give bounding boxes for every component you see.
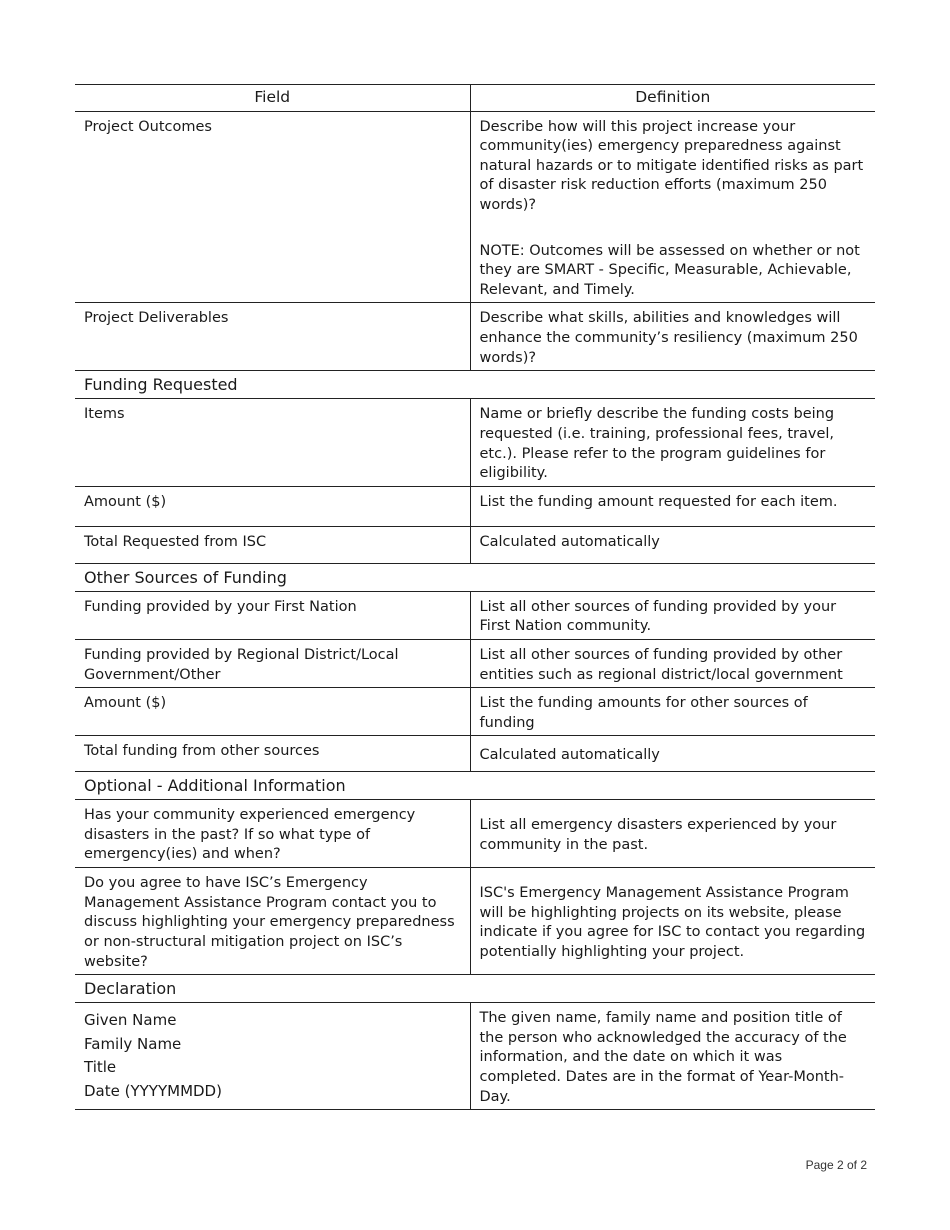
definition-cell: List the funding amount requested for each item.	[470, 486, 875, 526]
field-cell: Total Requested from ISC	[75, 526, 470, 563]
field-cell: Total funding from other sources	[75, 736, 470, 772]
field-cell: Amount ($)	[75, 688, 470, 736]
declaration-fields-cell	[75, 1003, 470, 1110]
definition-cell: Describe what skills, abilities and knowledges will enhance the community’s resiliency (maximum 250 words)?	[470, 303, 875, 371]
table-row	[75, 1003, 875, 1110]
declaration-field-date: Date (YYYYMMDD)	[84, 1081, 222, 1100]
table-row	[75, 303, 875, 371]
definition-text: Describe how will this project increase your community(ies) emergency preparedness against natural hazards or to mitigate identified risks as part of disaster risk reduction efforts (maximum 250 words)?	[479, 118, 864, 213]
definition-cell: List the funding amounts for other sources of funding	[470, 688, 875, 736]
section-row	[75, 563, 875, 591]
section-heading: Funding Requested	[75, 371, 875, 399]
field-definition-table	[75, 84, 875, 1110]
table-row	[75, 526, 875, 563]
section-heading: Declaration	[75, 975, 875, 1003]
definition-column-header: Definition	[470, 85, 875, 112]
declaration-field-given-name: Given Name	[84, 1011, 177, 1030]
field-cell: Items	[75, 399, 470, 486]
definition-cell: ISC's Emergency Management Assistance Program will be highlighting projects on its website, please indicate if you agree for ISC to contact you regarding potentially highlighting your project.	[470, 868, 875, 975]
definition-cell: Name or briefly describe the funding costs being requested (i.e. training, professional fees, travel, etc.). Please refer to the program guidelines for eligibility.	[470, 399, 875, 486]
table-row	[75, 399, 875, 486]
definition-cell: Calculated automatically	[470, 736, 875, 772]
definition-cell: List all other sources of funding provided by your First Nation community.	[470, 591, 875, 639]
declaration-field-family-name: Family Name	[84, 1034, 182, 1053]
table-row	[75, 486, 875, 526]
definition-cell: Calculated automatically	[470, 526, 875, 563]
table-row	[75, 639, 875, 687]
table-row	[75, 736, 875, 772]
field-cell: Amount ($)	[75, 486, 470, 526]
field-cell: Funding provided by your First Nation	[75, 591, 470, 639]
definition-cell	[470, 111, 875, 303]
declaration-field-title: Title	[84, 1058, 117, 1077]
field-cell: Project Outcomes	[75, 111, 470, 303]
definition-cell: The given name, family name and position title of the person who acknowledged the accuracy of the information, and the date on which it was completed. Dates are in the format of Year-Month-Day.	[470, 1003, 875, 1110]
table-row	[75, 111, 875, 303]
page-number: Page 2 of 2	[805, 1158, 867, 1172]
definition-note: NOTE: Outcomes will be assessed on whether or not they are SMART - Specific, Measurable, Achievable, Relevant, and Timely.	[479, 242, 860, 298]
field-cell: Funding provided by Regional District/Local Government/Other	[75, 639, 470, 687]
table-row	[75, 591, 875, 639]
table-header-row	[75, 85, 875, 112]
field-column-header: Field	[75, 85, 470, 112]
field-cell: Project Deliverables	[75, 303, 470, 371]
table-row	[75, 868, 875, 975]
section-heading: Other Sources of Funding	[75, 563, 875, 591]
section-row	[75, 772, 875, 800]
field-cell: Has your community experienced emergency disasters in the past? If so what type of emergency(ies) and when?	[75, 800, 470, 868]
section-heading: Optional - Additional Information	[75, 772, 875, 800]
table-row	[75, 688, 875, 736]
table-row	[75, 800, 875, 868]
section-row	[75, 371, 875, 399]
definition-cell: List all other sources of funding provided by other entities such as regional district/local government	[470, 639, 875, 687]
definition-cell: List all emergency disasters experienced by your community in the past.	[470, 800, 875, 868]
section-row	[75, 975, 875, 1003]
field-cell: Do you agree to have ISC’s Emergency Management Assistance Program contact you to discuss highlighting your emergency preparedness or non-structural mitigation project on ISC’s website?	[75, 868, 470, 975]
